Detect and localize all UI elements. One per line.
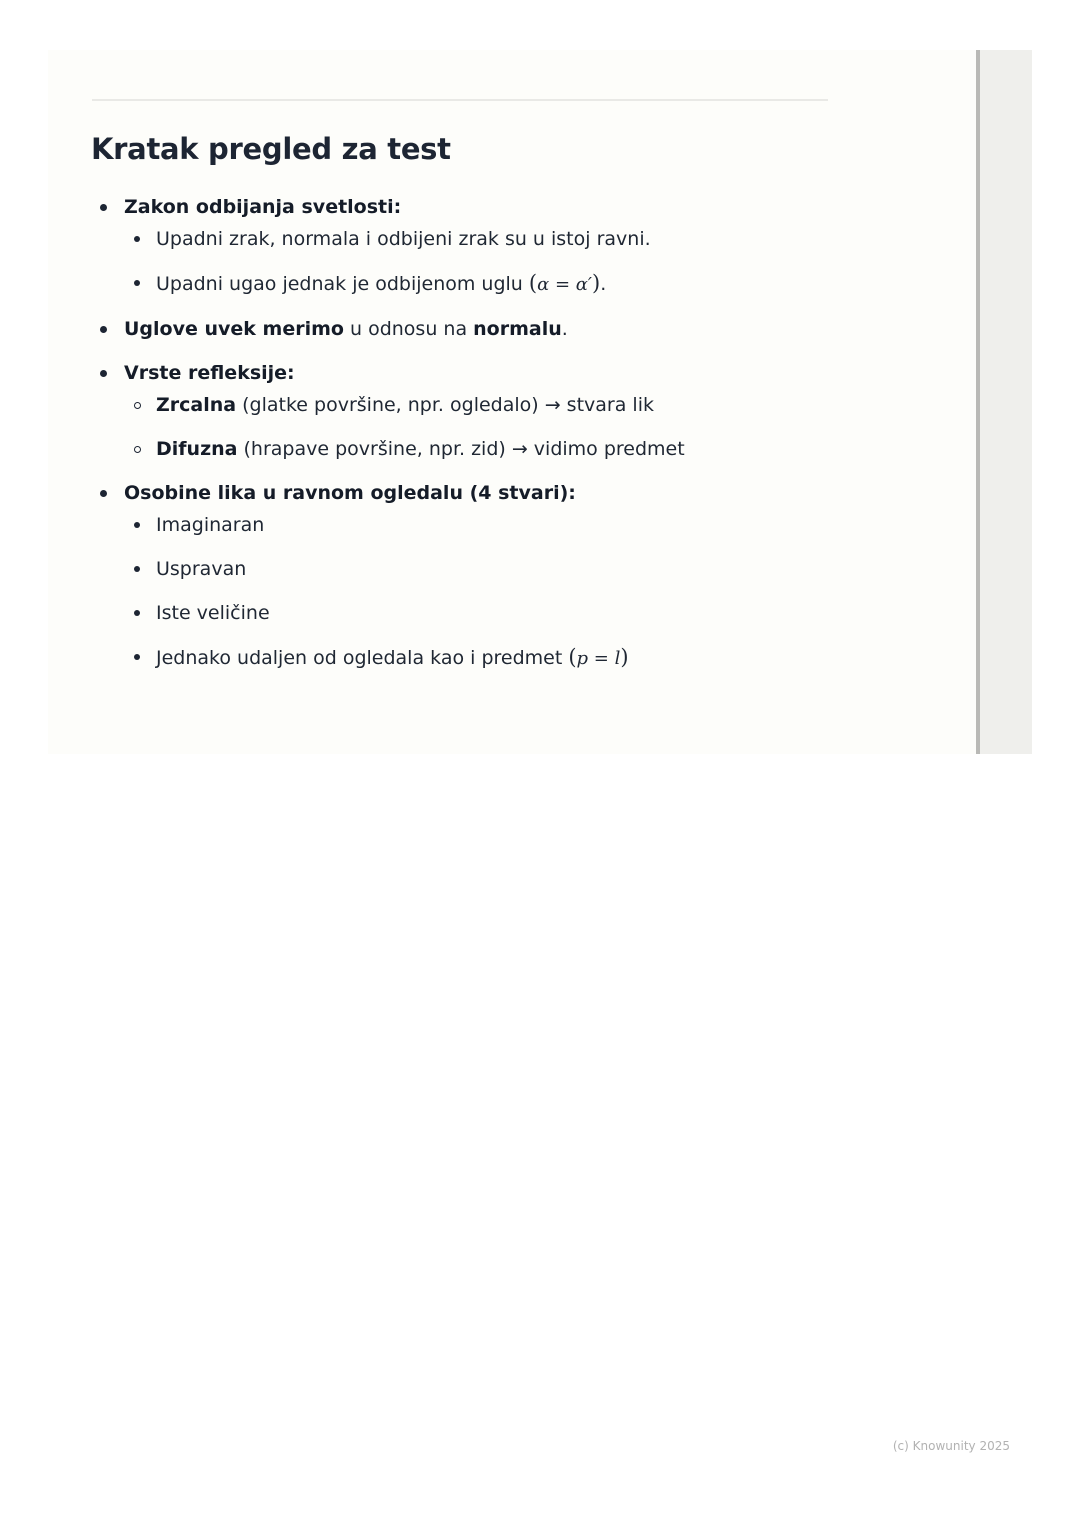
sub-item-text: Imaginaran [156,514,265,536]
sub-item-text: (glatke površine, npr. ogledalo) → stvara lik [236,394,654,416]
sub-list-item [132,225,920,253]
page-title: Kratak pregled za test [91,132,451,166]
sub-list-item [132,599,920,627]
sub-list-item [132,555,920,583]
sub-item-text: Jednako udaljen od ogledala kao i predmet [156,647,569,669]
sub-item-text: Uspravan [156,558,247,580]
sub-item-text: Iste veličine [156,602,270,624]
sub-item-text: Upadni zrak, normala i odbijeni zrak su u istoj ravni. [156,228,651,250]
list-item-reflection-types [100,359,920,463]
sub-list-item [132,643,920,673]
paren-close: ) [592,271,601,295]
math-formula: p = l [576,648,621,669]
summary-list [100,193,920,689]
sub-list [132,511,920,673]
list-item-punctuation: . [561,318,568,340]
sub-list [132,391,920,463]
paren-open: ( [528,271,538,295]
sub-list-item [132,269,920,299]
paren-close: ) [620,645,629,669]
copyright-footer: (c) Knowunity 2025 [892,1439,1010,1453]
sub-item-text: Upadni ugao jednak je odbijenom uglu [156,273,529,295]
sub-list [132,225,920,299]
sub-item-bold-text: Zrcalna [156,394,237,416]
sub-list-item [132,435,920,463]
math-formula: α = α′ [537,274,593,295]
list-item-bold-text: normalu [473,318,562,340]
list-item-heading: Osobine lika u ravnom ogledalu (4 stvari): [124,482,576,504]
side-panel [976,50,1032,754]
list-item-heading: Vrste refleksije: [124,362,295,384]
list-item-reflection-law [100,193,920,299]
paren-open: ( [568,645,577,669]
sub-item-bold-text: Difuzna [156,438,238,460]
list-item-image-properties [100,479,920,673]
sub-item-text: (hrapave površine, npr. zid) → vidimo predmet [237,438,685,460]
sub-list-item [132,391,920,419]
list-item-text: u odnosu na [343,318,474,340]
list-item-heading: Zakon odbijanja svetlosti: [124,196,402,218]
list-item-bold-text: Uglove uvek merimo [124,318,344,340]
list-item-angles [100,315,920,343]
section-divider [92,99,828,101]
document-page [48,50,976,754]
sub-list-item [132,511,920,539]
sub-item-punctuation: . [600,273,607,295]
